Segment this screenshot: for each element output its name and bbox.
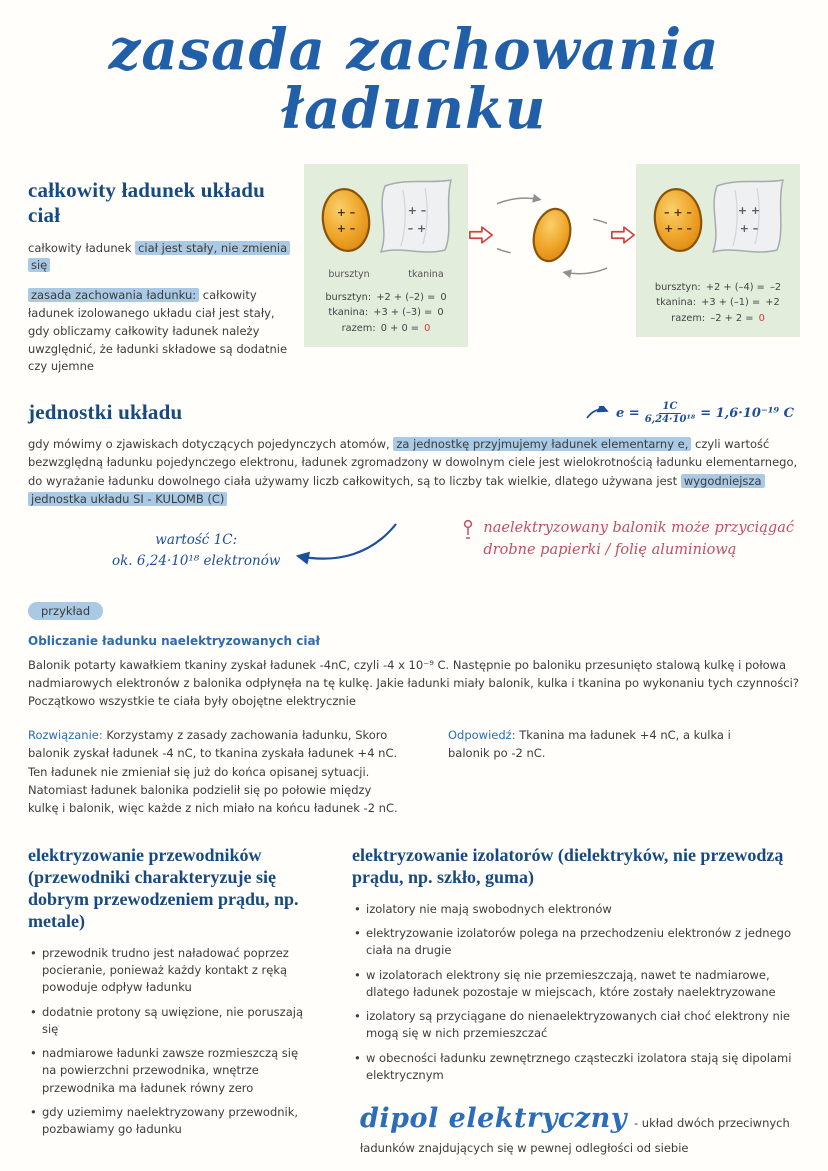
note-arrow-icon	[284, 520, 404, 568]
units-header-row	[28, 400, 800, 425]
svg-text:+ –: + –	[336, 221, 356, 235]
units-heading: jednostki układu	[28, 400, 183, 425]
list-item: • nadmiarowe ładunki zawsze rozmieszczą się na powierzchni przewodnika, wnętrze przewodnika ma ładunek równy zero	[28, 1045, 316, 1097]
coulomb-value-note: wartość 1C: ok. 6,24·10¹⁸ elektronów	[112, 531, 281, 569]
bulb-doodle-icon	[462, 518, 474, 542]
example-subheading: Obliczanie ładunku naelektryzowanych ciał	[28, 633, 320, 648]
units-highlight-1: za jednostkę przyjmujemy ładunek elementarny e,	[393, 437, 691, 451]
cloth-charges-before: + –	[407, 203, 427, 217]
definition-rest: całkowity ładunek izolowanego układu ciał jest stały, gdy obliczamy całkowity ładunek należy uwzględnić, że ładunki składowe są dodatnie czy ujemne	[28, 288, 288, 374]
total-charge-heading: całkowity ładunek układu ciał	[28, 177, 266, 227]
formula-lead: e =	[616, 405, 640, 421]
svg-text:+ –: + –	[739, 221, 759, 235]
units-notes-row	[28, 518, 800, 572]
conservation-definition	[28, 287, 292, 376]
list-item: • w obecności ładunku zewnętrznego cząsteczki izolatora stają się dipolami elektrycznym	[352, 1050, 800, 1085]
amber-cloth-before-illustration	[309, 174, 461, 262]
diagram-middle	[468, 186, 636, 284]
solution-label: Rozwiązanie:	[28, 728, 103, 743]
example-problem-text: Balonik potarty kawałkiem tkaniny zyskał ładunek -4nC, czyli -4 x 10⁻⁹ C. Następnie po baloniku przesunięto stalową kulkę i połowa nadmiarowych elektronów z balonika odpłynęła na tę kulkę. Jakie ładunki miały balonik, kulka i tkanina po wykonaniu tych czynności? Początkowo wszystkie te ciała były obojętne elektrycznie	[28, 657, 799, 709]
list-item: • przewodnik trudno jest naładować poprzez pocieranie, ponieważ każdy kontakt z ręką powoduje odpływ ładunku	[28, 945, 316, 997]
list-item: • w izolatorach elektrony się nie przemieszczają, nawet te nadmiarowe, dlatego ładunek pozostaje w miejscach, które zostały naelektryzowane	[352, 967, 800, 1002]
list-item: • dodatnie protony są uwięzione, nie poruszają się	[28, 1004, 316, 1039]
bottom-columns	[28, 845, 800, 1158]
conductors-list	[28, 945, 316, 1139]
charge-diagram	[304, 164, 800, 377]
example-badge: przykład	[28, 602, 103, 620]
section-total-charge	[28, 164, 800, 377]
page-title-line1: zasada zachowania	[108, 17, 720, 83]
intro-highlight: ciał jest stały, nie zmienia się	[28, 241, 290, 273]
conductors-column	[28, 845, 316, 1158]
section-units	[28, 400, 800, 571]
dipole-definition	[360, 1098, 800, 1158]
units-highlight-2: wygodniejsza jednostka układu SI - KULOMB (C)	[28, 474, 765, 506]
amber-label: bursztyn	[328, 268, 370, 280]
red-arrow-icon	[468, 223, 494, 247]
balloon-attraction-note	[462, 518, 794, 562]
rubbing-amber-illustration	[497, 186, 607, 284]
page-title	[28, 17, 800, 143]
example-section	[28, 572, 800, 817]
amber-charges-after: – + –	[664, 205, 692, 219]
units-paragraph: gdy mówimy o zjawiskach dotyczących pojedynczych atomów, za jednostkę przyjmujemy ładunek elementarny e, czyli wartość bezwzględną ładunku pojedynczego elektronu, ładunek zgromadzony w dowolnym ciele jest wielokrotnością ładunku elementarnego, do wyrażanie ładunku dowolnego ciała używamy liczb całkowitych, są to liczby tak wielkie, dlatego używana jest wygodniejsza jednostka układu SI - KULOMB (C)	[28, 437, 798, 506]
cloth-label: tkanina	[408, 268, 444, 280]
calc-row: tkanina: +3 + (–3) = 0	[328, 307, 444, 319]
diagram-after-panel	[636, 164, 800, 337]
list-item: • izolatory są przyciągane do nienaelektryzowanych ciał choć elektrony nie mogą się w nich przemieszczać	[352, 1008, 800, 1043]
total-charge-text-column	[28, 164, 292, 377]
list-item: • izolatory nie mają swobodnych elektronów	[352, 901, 800, 918]
answer-label: Odpowiedź:	[448, 728, 516, 743]
calc-row: razem: –2 + 2 = 0	[641, 311, 795, 327]
insulators-heading: elektryzowanie izolatorów (dielektryków, nie przewodzą prądu, np. szkło, guma)	[352, 844, 784, 887]
elementary-charge-formula	[585, 401, 794, 425]
calc-row: bursztyn: +2 + (–2) = 0	[325, 291, 447, 303]
calc-row: tkanina: +3 + (–1) = +2	[656, 297, 780, 309]
intro-plain: całkowity ładunek	[28, 240, 136, 255]
amber-charges-before: + –	[336, 205, 356, 219]
svg-text:+ – –: + – –	[664, 221, 692, 235]
list-item: • gdy uziemimy naelektryzowany przewodnik, pozbawiamy go ładunku	[28, 1104, 316, 1139]
dipole-term: dipol elektryczny	[360, 1103, 627, 1135]
definition-highlight: zasada zachowania ładunku:	[28, 288, 199, 302]
calc-row: bursztyn: +2 + (–4) = –2	[654, 281, 782, 293]
example-columns	[28, 726, 800, 817]
balloon-note-text: naelektryzowany balonik może przyciągać drobne papierki / folię aluminiową	[483, 519, 794, 558]
calc-result-red: 0	[758, 312, 765, 324]
example-solution: Rozwiązanie: Korzystamy z zasady zachowania ładunku, Skoro balonik zyskał ładunek -4 nC, to tkanina zyskała ładunek +4 nC. Ten ładunek nie zmieniał się już do końca opisanej sytuacji. Natomiast ładunek balonika podzielił się po połowie między kulkę i balonik, więc każde z nich miało na końcu ładunek -2 nC.	[28, 728, 398, 815]
page-title-line2: ładunku	[281, 76, 547, 143]
total-charge-intro	[28, 240, 292, 276]
svg-text:– +: – +	[407, 221, 427, 235]
example-answer: Odpowiedź: Tkanina ma ładunek +4 nC, a kulka i balonik po -2 nC.	[448, 728, 731, 761]
red-arrow-icon	[610, 223, 636, 247]
insulators-list	[352, 901, 800, 1084]
conductors-heading: elektryzowanie przewodników (przewodniki charakteryzuje się dobrym przewodzeniem prądu, np. metale)	[28, 844, 299, 931]
formula-fraction: $\frac{1C}{\text{6,24·10¹⁸}}$	[644, 401, 696, 425]
amber-cloth-after-illustration	[641, 174, 793, 262]
insulators-column	[352, 845, 800, 1158]
calc-after	[641, 280, 795, 327]
list-item: • elektryzowanie izolatorów polega na przechodzeniu elektronów z jednego ciała na drugie	[352, 925, 800, 960]
calc-row: razem: 0 + 0 = 0	[309, 321, 463, 337]
diagram-labels	[309, 269, 463, 280]
diagram-before-panel	[304, 164, 468, 347]
calc-before	[309, 290, 463, 337]
cloth-charges-after: + +	[737, 203, 761, 217]
calc-result-red: 0	[424, 322, 431, 334]
formula-result: = 1,6·10⁻¹⁹ C	[700, 405, 794, 421]
formula-arrow-icon	[585, 406, 611, 420]
dipole-def-text: - układ dwóch przeciwnych ładunków znajdujących się w pewnej odległości od siebie	[360, 1116, 790, 1155]
